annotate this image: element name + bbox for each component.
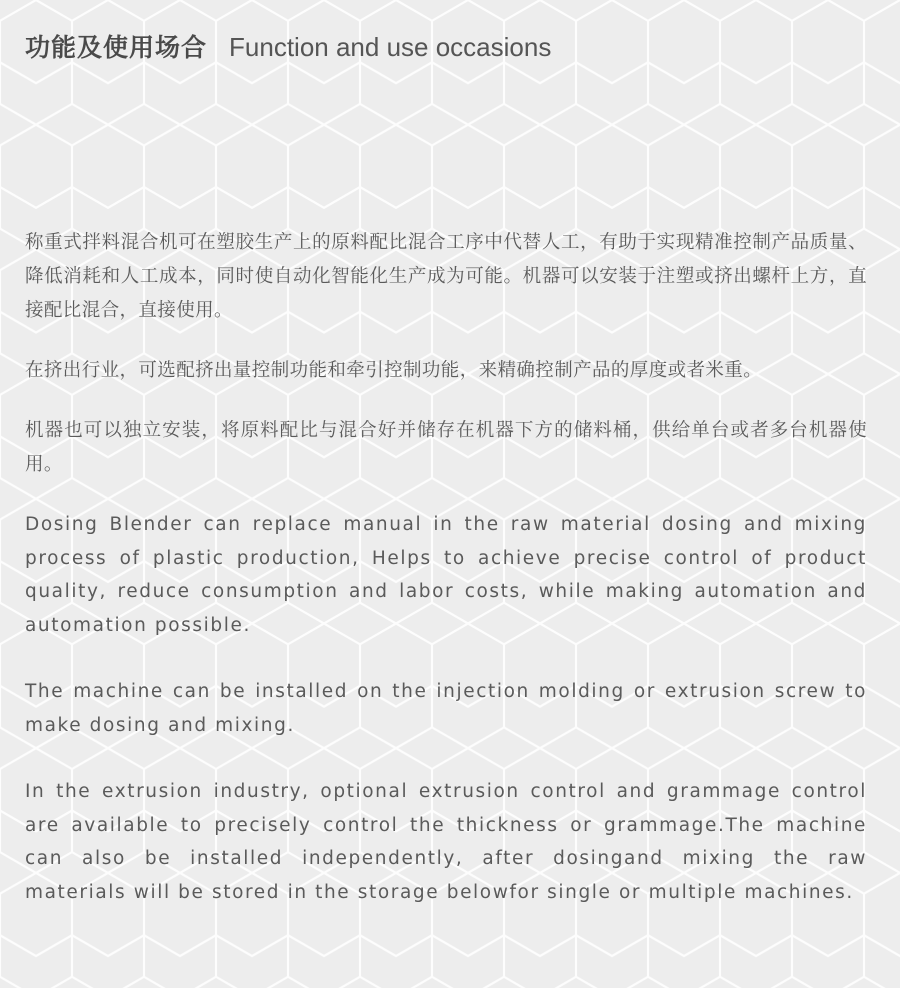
paragraph-zh-3: 机器也可以独立安装，将原料配比与混合好并储存在机器下方的储料桶，供给单台或者多台机器使用。 xyxy=(25,420,867,475)
paragraph-en-1: Dosing Blender can replace manual in the raw material dosing and mixing process of plastic production, Helps to achieve precise control of product quality, reduce consumption and labor costs, while making automation and automation possible. xyxy=(25,514,867,636)
paragraph-zh-2: 在挤出行业，可选配挤出量控制功能和牵引控制功能，来精确控制产品的厚度或者米重。 xyxy=(25,360,763,381)
paragraph-en-3: In the extrusion industry, optional extrusion control and grammage control are available to precisely control the thickness or grammage.The machine can also be installed independently, after dosingand mixing the raw materials will be stored in the storage belowfor single or multiple machines. xyxy=(25,781,867,903)
paragraph-en-2: The machine can be installed on the injection molding or extrusion screw to make dosing and mixing. xyxy=(25,681,867,736)
paragraph-zh-1: 称重式拌料混合机可在塑胶生产上的原料配比混合工序中代替人工，有助于实现精准控制产品质量、降低消耗和人工成本，同时使自动化智能化生产成为可能。机器可以安装于注塑或挤出螺杆上方，直接配比混合，直接使用。 xyxy=(25,232,867,321)
section-title-zh: 功能及使用场合 xyxy=(25,33,208,62)
description-body xyxy=(25,226,867,909)
section-title-en: Function and use occasions xyxy=(229,32,552,62)
section-header xyxy=(25,28,551,64)
